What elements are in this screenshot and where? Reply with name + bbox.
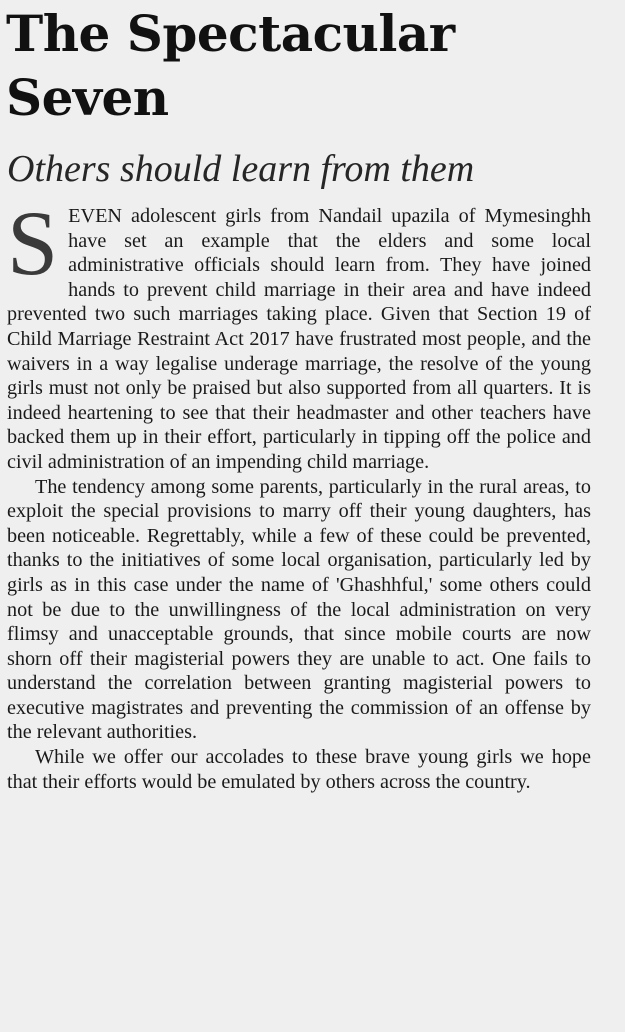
subhead: Others should learn from them (7, 148, 475, 190)
paragraph-1 (7, 192, 591, 475)
paragraph-3: While we offer our accolades to these brave young girls we hope that their efforts would be emulated by others across the country. (7, 746, 591, 793)
paragraph-2: The tendency among some parents, particularly in the rural areas, to exploit the special provisions to marry off their young daughters, has been noticeable. Regrettably, while a few of these could be prevented, thanks to the initiatives of some local organisation, particularly led by girls as in this case under the name of 'Ghashhful,' some others could not be due to the unwillingness of the local administration on very flimsy and unacceptable grounds, that since mobile courts are now shorn off their magisterial powers they are unable to act. One fails to understand the correlation between granting magisterial powers to executive magistrates and preventing the commission of an offense by the relevant authorities. (7, 475, 591, 744)
drop-cap: S (7, 192, 59, 294)
article-body (7, 192, 591, 794)
paragraph-1-text: EVEN adolescent girls from Nandail upazila of Mymesinghh have set an example that the elders and some local administrative officials should learn from. They have joined hands to prevent child marriage in their area and have indeed prevented two such marriages taking place. Given that Section 19 of Child Marriage Restraint Act 2017 have frustrated most people, and the waivers in a way legalise underage marriage, the resolve of the young girls must not only be praised but also supported from all quarters. It is indeed heartening to see that their headmaster and other teachers have backed them up in their effort, particularly in tipping off the police and civil administration of an impending child marriage. (7, 205, 591, 473)
headline: The Spectacular Seven (6, 4, 455, 127)
